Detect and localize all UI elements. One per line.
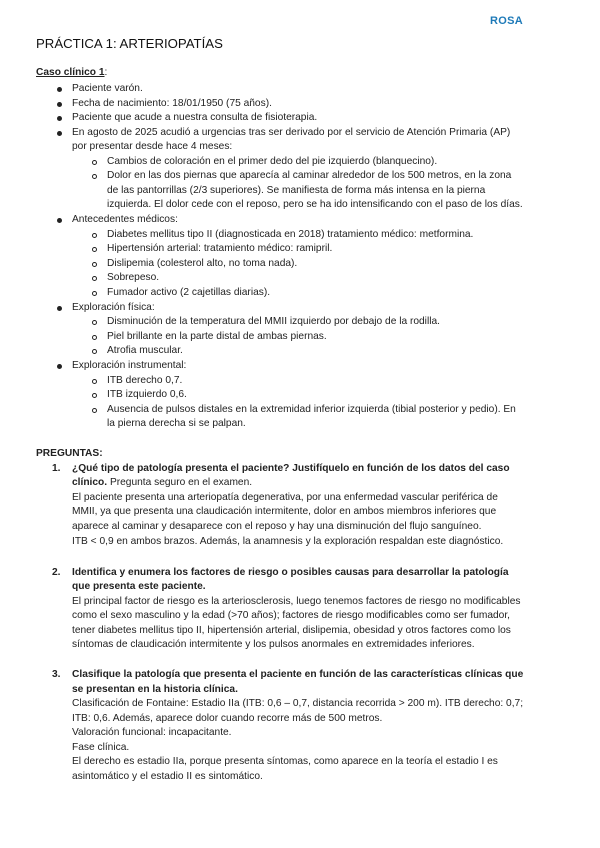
sub-bullet-icon — [92, 276, 97, 281]
sub-item: Fumador activo (2 cajetillas diarias). — [107, 287, 271, 298]
case-item: Exploración física: — [72, 302, 155, 313]
sub-item: Disminución de la temperatura del MMII izquierdo por debajo de la rodilla. — [107, 316, 440, 327]
case-item: Fecha de nacimiento: 18/01/1950 (75 años). — [72, 98, 272, 109]
bullet-icon — [57, 306, 62, 311]
question-number: 3. — [52, 669, 61, 680]
sub-bullet-icon — [92, 174, 97, 179]
sub-item: Atrofia muscular. — [107, 345, 183, 356]
sub-item: Cambios de coloración en el primer dedo del pie izquierdo (blanquecino). — [107, 156, 438, 167]
sub-item: ITB izquierdo 0,6. — [107, 389, 187, 400]
question-text-bold: clínico. — [72, 477, 108, 488]
sub-item-line: izquierda. El dolor cede con el reposo, pero se ha ido intensificando con el paso de los días. — [107, 199, 523, 210]
bullet-icon — [57, 131, 62, 136]
answer-line: Fase clínica. — [72, 742, 130, 753]
answer-line: El principal factor de riesgo es la arteriosclerosis, luego tenemos factores de riesgo no modificables — [72, 596, 521, 607]
sub-item: Hipertensión arterial: tratamiento médico: ramipril. — [107, 243, 333, 254]
sub-bullet-icon — [92, 262, 97, 267]
sub-item: ITB derecho 0,7. — [107, 375, 183, 386]
case-item: Antecedentes médicos: — [72, 214, 178, 225]
sub-item-line: de las pantorrillas (2/3 superiores). Se manifiesta de forma más intensa en la pierna — [107, 185, 486, 196]
answer-line: aparece al caminar y desaparece con el reposo y hay una disminución del flujo sanguíneo. — [72, 521, 482, 532]
sub-bullet-icon — [92, 247, 97, 252]
sub-item-line: Dolor en las dos piernas que aparecía al caminar alrededor de los 500 metros, en la zona — [107, 170, 512, 181]
case-item-line: por presentar desde hace 4 meses: — [72, 141, 233, 152]
case-item: Paciente que acude a nuestra consulta de fisioterapia. — [72, 112, 318, 123]
sub-bullet-icon — [92, 160, 97, 165]
sub-item: Diabetes mellitus tipo II (diagnosticada en 2018) tratamiento médico: metformina. — [107, 229, 474, 240]
bullet-icon — [57, 116, 62, 121]
case-item: Exploración instrumental: — [72, 360, 187, 371]
question-text: Identifica y enumera los factores de riesgo o posibles causas para desarrollar la patología — [72, 567, 509, 578]
question-note: Pregunta seguro en el examen. — [107, 477, 253, 488]
case-label-colon: : — [104, 67, 108, 78]
answer-line: El derecho es estadio IIa, porque presenta síntomas, como aparece en la teoría el estadio I es — [72, 756, 498, 767]
question-text: se presentan en la historia clínica. — [72, 684, 238, 695]
bullet-icon — [57, 218, 62, 223]
sub-item-line: Ausencia de pulsos distales en la extremidad inferior izquierda (tibial posterior y pedio). En — [107, 404, 516, 415]
case-item-line: En agosto de 2025 acudió a urgencias tras ser derivado por el servicio de Atención Primaria (AP) — [72, 127, 511, 138]
answer-line: síntomas de claudicación intermitente y los pulsos anormales en extremidades inferiores. — [72, 639, 475, 650]
answer-line: Clasificación de Fontaine: Estadio IIa (ITB: 0,6 – 0,7, distancia recorrida > 200 m). ITB derecho: 0,7; — [72, 698, 524, 709]
answer-line: ITB: 0,6. Además, aparece dolor cuando recorre más de 500 metros. — [72, 713, 383, 724]
question-text: ¿Qué tipo de patología presenta el paciente? Justifíquelo en función de los datos del caso — [72, 463, 510, 474]
case-item: Paciente varón. — [72, 83, 143, 94]
sub-bullet-icon — [92, 349, 97, 354]
sub-bullet-icon — [92, 291, 97, 296]
sub-bullet-icon — [92, 233, 97, 238]
answer-line: ITB < 0,9 en ambos brazos. Además, la anamnesis y la exploración respaldan este diagnóstico. — [72, 536, 504, 547]
sub-bullet-icon — [92, 379, 97, 384]
bullet-icon — [57, 364, 62, 369]
answer-line: Valoración funcional: incapacitante. — [72, 727, 232, 738]
sub-bullet-icon — [92, 408, 97, 413]
answer-line: como el sexo masculino y la edad (>70 años); factores de riesgo modificables como ser fumador, — [72, 610, 510, 621]
sub-bullet-icon — [92, 393, 97, 398]
bullet-icon — [57, 87, 62, 92]
sub-bullet-icon — [92, 335, 97, 340]
question-text: que presenta este paciente. — [72, 581, 206, 592]
question-text-line2 — [72, 476, 252, 491]
page-title: PRÁCTICA 1: ARTERIOPATÍAS — [36, 36, 223, 51]
question-number: 2. — [52, 567, 61, 578]
sub-item: Piel brillante en la parte distal de ambas piernas. — [107, 331, 327, 342]
sub-bullet-icon — [92, 320, 97, 325]
question-number: 1. — [52, 463, 61, 474]
sub-item: Sobrepeso. — [107, 272, 160, 283]
sub-item-line: la pierna derecha si se palpan. — [107, 418, 246, 429]
author-name: ROSA — [490, 15, 523, 27]
case-label-text: Caso clínico 1 — [36, 67, 105, 78]
answer-line: El paciente presenta una arteriopatía degenerativa, por una enfermedad vascular periférica de — [72, 492, 498, 503]
sub-item: Dislipemia (colesterol alto, no toma nada). — [107, 258, 298, 269]
question-text: Clasifique la patología que presenta el paciente en función de las características clínicas que — [72, 669, 524, 680]
answer-line: asintomático y el estadio II es sintomático. — [72, 771, 263, 782]
questions-heading: PREGUNTAS: — [36, 448, 103, 459]
answer-line: MMII, ya que presenta una claudicación intermitente, dolor en ambos miembros inferiores que — [72, 506, 497, 517]
bullet-icon — [57, 102, 62, 107]
case-label — [36, 66, 107, 81]
answer-line: tener diabetes mellitus tipo II, hipertensión arterial, dislipemia, obesidad y otros factores como los — [72, 625, 511, 636]
